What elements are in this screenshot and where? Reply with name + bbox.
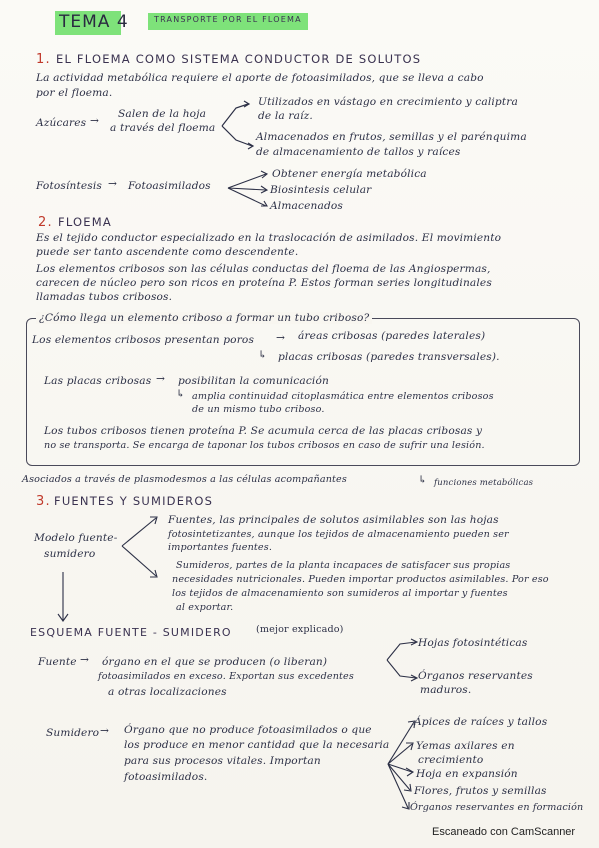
arrow-right-icon: → <box>156 373 166 385</box>
organos-reservantes-line1: Órganos reservantes <box>418 670 533 682</box>
s1-paragraph-line1: La actividad metabólica requiere el aporte de fotoasimilados, que se lleva a cabo <box>36 72 484 84</box>
sink-yemas-line1: Yemas axilares en <box>416 740 515 752</box>
tema-title: TEMA 4 <box>59 12 129 32</box>
fuentes-line2: fotosintetizantes, aunque los tejidos de almacenamiento pueden ser <box>168 529 509 540</box>
funciones-metabolicas: funciones metabólicas <box>434 478 534 488</box>
continuidad-line1: amplia continuidad citoplasmática entre elementos cribosos <box>192 391 494 402</box>
salen-line1: Salen de la hoja <box>118 108 207 120</box>
fuente-line2: fotoasimilados en exceso. Exportan sus excedentes <box>98 671 354 682</box>
salen-line2: a través del floema <box>110 122 216 134</box>
s1-number: 1. <box>36 52 51 67</box>
arrow-hook-icon: ↳ <box>418 474 428 486</box>
branch-arrows-modelo <box>120 512 170 588</box>
s3-title: FUENTES Y SUMIDEROS <box>54 494 214 508</box>
s3-number: 3. <box>36 494 51 509</box>
scanner-watermark: Escaneado con CamScanner <box>432 826 576 838</box>
placas-cribosas: placas cribosas (paredes transversales). <box>278 351 500 363</box>
arrow-hook-icon: ↳ <box>258 349 268 361</box>
s2-paragraph-line4: carecen de núcleo pero son ricos en proteína P. Estos forman series longitudinales <box>36 277 492 289</box>
utilizados-line2: de la raíz. <box>258 110 313 122</box>
obtener-energia: Obtener energía metabólica <box>272 168 427 180</box>
s2-paragraph-line2: puede ser tanto ascendente como descendente. <box>36 246 299 258</box>
s2-number: 2. <box>38 215 53 230</box>
fuentes-line3: importantes fuentes. <box>168 542 273 553</box>
modelo-label-line2: sumidero <box>44 548 96 560</box>
continuidad-line2: de un mismo tubo criboso. <box>192 404 325 415</box>
sumidero-label: Sumidero <box>46 727 100 739</box>
s1-paragraph-line2: por el floema. <box>36 87 113 99</box>
question-criboso: ¿Cómo llega un elemento criboso a formar un tubo criboso? <box>36 312 372 324</box>
organos-reservantes-line2: maduros. <box>420 684 472 696</box>
sink-organos: Órganos reservantes en formación <box>410 802 584 813</box>
s2-title: FLOEMA <box>58 215 112 229</box>
arrow-right-icon: → <box>276 332 286 344</box>
s2-paragraph-line5: llamadas tubos cribosos. <box>36 291 173 303</box>
box-line-placas: Las placas cribosas <box>44 375 152 387</box>
s2-paragraph-line3: Los elementos cribosos son las células conductas del floema de las Angiospermas, <box>36 263 491 275</box>
esquema-title: ESQUEMA FUENTE - SUMIDERO <box>30 626 232 639</box>
sink-hoja-expansion: Hoja en expansión <box>416 768 518 780</box>
sumidero-line2: los produce en menor cantidad que la necesaria <box>124 739 390 751</box>
almacenados-line1: Almacenados en frutos, semillas y el parénquima <box>256 131 527 143</box>
almacenados-line2: de almacenamiento de tallos y raíces <box>256 146 461 158</box>
asociados-line: Asociados a través de plasmodesmos a las células acompañantes <box>22 474 347 485</box>
biosintesis: Biosintesis celular <box>270 184 372 196</box>
arrow-hook-icon: ↳ <box>176 388 186 400</box>
esquema-note: (mejor explicado) <box>256 624 344 635</box>
branch-arrows-azucares <box>218 98 258 154</box>
branch-arrows-fuente <box>384 636 420 688</box>
sink-flores: Flores, frutos y semillas <box>414 785 547 797</box>
fuente-label: Fuente <box>38 656 77 668</box>
azucares-label: Azúcares <box>36 117 87 129</box>
modelo-label-line1: Modelo fuente- <box>34 532 118 544</box>
arrow-down-icon <box>56 570 70 624</box>
sink-apices: Ápices de raíces y tallos <box>414 716 548 728</box>
sumidero-line1: Órgano que no produce fotoasimilados o que <box>124 724 372 736</box>
fotoasimilados-label: Fotoasimilados <box>128 180 211 192</box>
sumideros-line2: necesidades nutricionales. Pueden importar productos asimilables. Por eso <box>172 574 549 585</box>
fotosintesis-label: Fotosíntesis <box>36 180 103 192</box>
sumideros-line3: los tejidos de almacenamiento son sumideros al importar y fuentes <box>172 588 508 599</box>
sumideros-line4: al exportar. <box>176 602 234 613</box>
s2-paragraph-line1: Es el tejido conductor especializado en la traslocación de asimilados. El movimiento <box>36 232 502 244</box>
branch-arrows-sumidero <box>384 714 420 814</box>
fuente-line1: órgano en el que se producen (o liberan) <box>102 656 328 668</box>
arrow-right-icon: → <box>100 725 110 737</box>
arrow-right-icon: → <box>90 115 100 127</box>
utilizados-line1: Utilizados en vástago en crecimiento y caliptra <box>258 96 518 108</box>
sink-yemas-line2: crecimiento <box>418 754 484 766</box>
areas-cribosas: áreas cribosas (paredes laterales) <box>298 330 486 342</box>
box-line-poros: Los elementos cribosos presentan poros <box>32 334 255 346</box>
arrow-right-icon: → <box>80 654 90 666</box>
sumideros-line1: Sumideros, partes de la planta incapaces de satisfacer sus propias <box>176 560 511 571</box>
s1-title: EL FLOEMA COMO SISTEMA CONDUCTOR DE SOLUTOS <box>56 52 422 66</box>
arrow-right-icon: → <box>108 178 118 190</box>
subtitle: TRANSPORTE POR EL FLOEMA <box>154 15 302 24</box>
sumidero-line4: fotoasimilados. <box>124 771 208 783</box>
fuente-line3: a otras localizaciones <box>108 686 227 698</box>
box-line-tubos2: no se transporta. Se encarga de taponar los tubos cribosos en caso de sufrir una lesión. <box>44 440 485 451</box>
box-line-tubos1: Los tubos cribosos tienen proteína P. Se acumula cerca de las placas cribosas y <box>44 425 483 437</box>
almacenados: Almacenados <box>270 200 343 212</box>
hojas-fotosinteticas: Hojas fotosintéticas <box>418 637 528 649</box>
fuentes-line1: Fuentes, las principales de solutos asimilables son las hojas <box>168 514 499 526</box>
posibilitan-comunicacion: posibilitan la comunicación <box>178 375 329 387</box>
branch-arrows-fotoasimilados <box>226 168 272 212</box>
sumidero-line3: para sus procesos vitales. Importan <box>124 755 321 767</box>
